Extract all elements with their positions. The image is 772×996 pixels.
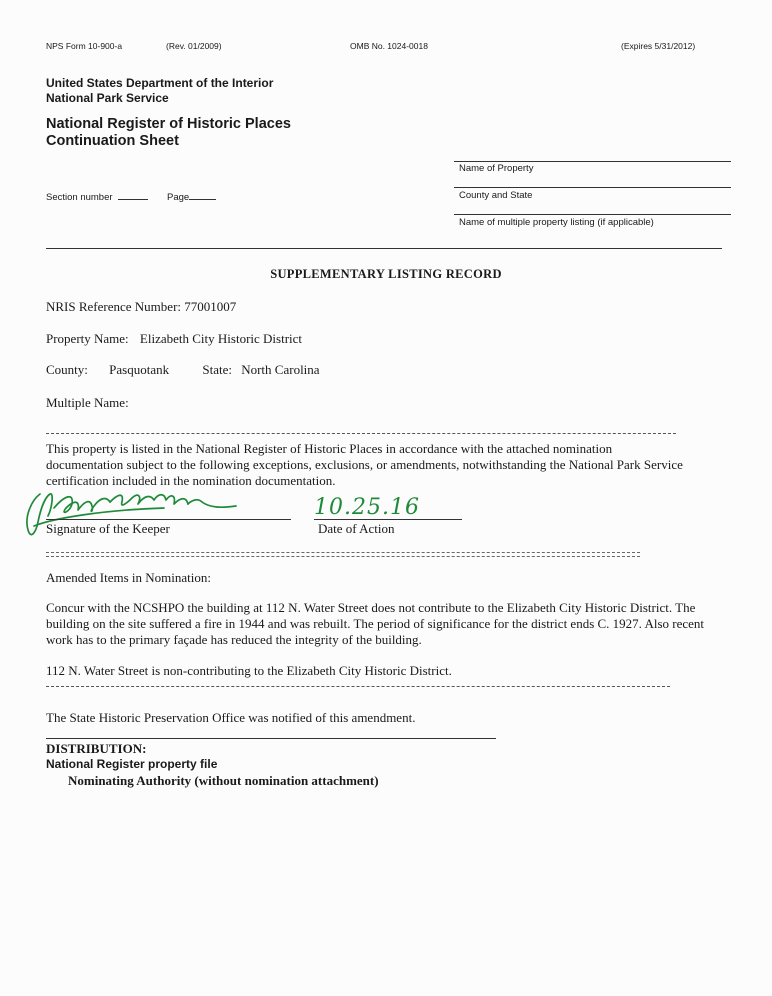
distribution-item-nominating-authority: Nominating Authority (without nomination attachment) (68, 773, 379, 788)
property-name-row (46, 331, 302, 347)
action-date: 10.25.16 (314, 495, 420, 520)
agency-department: United States Department of the Interior (46, 76, 274, 90)
signature-label: Signature of the Keeper (46, 521, 170, 536)
nris-label: NRIS Reference Number: (46, 299, 182, 314)
omb-number: OMB No. 1024-0018 (350, 41, 428, 51)
name-of-property-line (454, 161, 731, 162)
statement-divider (46, 433, 676, 434)
signature-line (46, 519, 291, 520)
distribution-item-property-file: National Register property file (46, 757, 218, 771)
register-title: National Register of Historic Places (46, 116, 291, 132)
county-label: County: (46, 362, 88, 377)
county-row (46, 362, 320, 378)
section-number-blank (118, 189, 148, 200)
keeper-signature (14, 486, 244, 546)
county-state-line (454, 187, 731, 188)
state-label: State: (202, 362, 232, 377)
property-name-value: Elizabeth City Historic District (139, 331, 303, 346)
section-number-field (46, 189, 148, 203)
state-value: North Carolina (241, 362, 320, 377)
distribution-title: DISTRIBUTION: (46, 741, 147, 756)
header-divider (46, 248, 722, 249)
page-blank (189, 189, 216, 200)
section-number-label: Section number (46, 192, 113, 203)
amendment-text: Concur with the NCSHPO the building at 112 N. Water Street does not contribute to the Elizabeth City Historic District. The building on the site suffered a fire in 1944 and was rebuilt. The period of significance for the district ends C. 1927. Also recent work has to the primary façade has reduced the integrity of the building. (46, 600, 705, 647)
form-revision: (Rev. 01/2009) (166, 41, 222, 51)
continuation-sheet-title: Continuation Sheet (46, 133, 179, 149)
multiple-listing-label: Name of multiple property listing (if applicable) (459, 217, 654, 228)
name-of-property-label: Name of Property (459, 163, 534, 174)
page-field (167, 189, 216, 203)
notification-divider (46, 686, 670, 687)
record-title: SUPPLEMENTARY LISTING RECORD (270, 267, 502, 281)
county-state-label: County and State (459, 190, 533, 201)
multiple-name-label: Multiple Name: (46, 395, 129, 410)
nris-reference-row (46, 299, 236, 315)
noncontributing-text: 112 N. Water Street is non-contributing to the Elizabeth City Historic District. (46, 663, 452, 678)
page-label: Page (167, 192, 190, 203)
form-number: NPS Form 10-900-a (46, 41, 123, 51)
county-value: Pasquotank (109, 362, 170, 377)
amended-items-label: Amended Items in Nomination: (46, 570, 212, 585)
multiple-listing-line (454, 214, 731, 215)
shpo-notification: The State Historic Preservation Office was notified of this amendment. (46, 710, 416, 725)
date-of-action-label: Date of Action (318, 521, 395, 536)
date-line (314, 519, 462, 520)
agency-service: National Park Service (46, 91, 169, 105)
nris-value: 77001007 (184, 299, 237, 314)
property-name-label: Property Name: (46, 331, 129, 346)
distribution-rule (46, 738, 496, 739)
form-expiration: (Expires 5/31/2012) (621, 41, 696, 51)
listing-statement: This property is listed in the National Register of Historic Places in accordance with the attached nomination documentation subject to the following exceptions, exclusions, or amendments, notwithstanding the National Park Service certification included in the nomination documentation. (46, 441, 683, 488)
amendment-divider (46, 552, 640, 557)
